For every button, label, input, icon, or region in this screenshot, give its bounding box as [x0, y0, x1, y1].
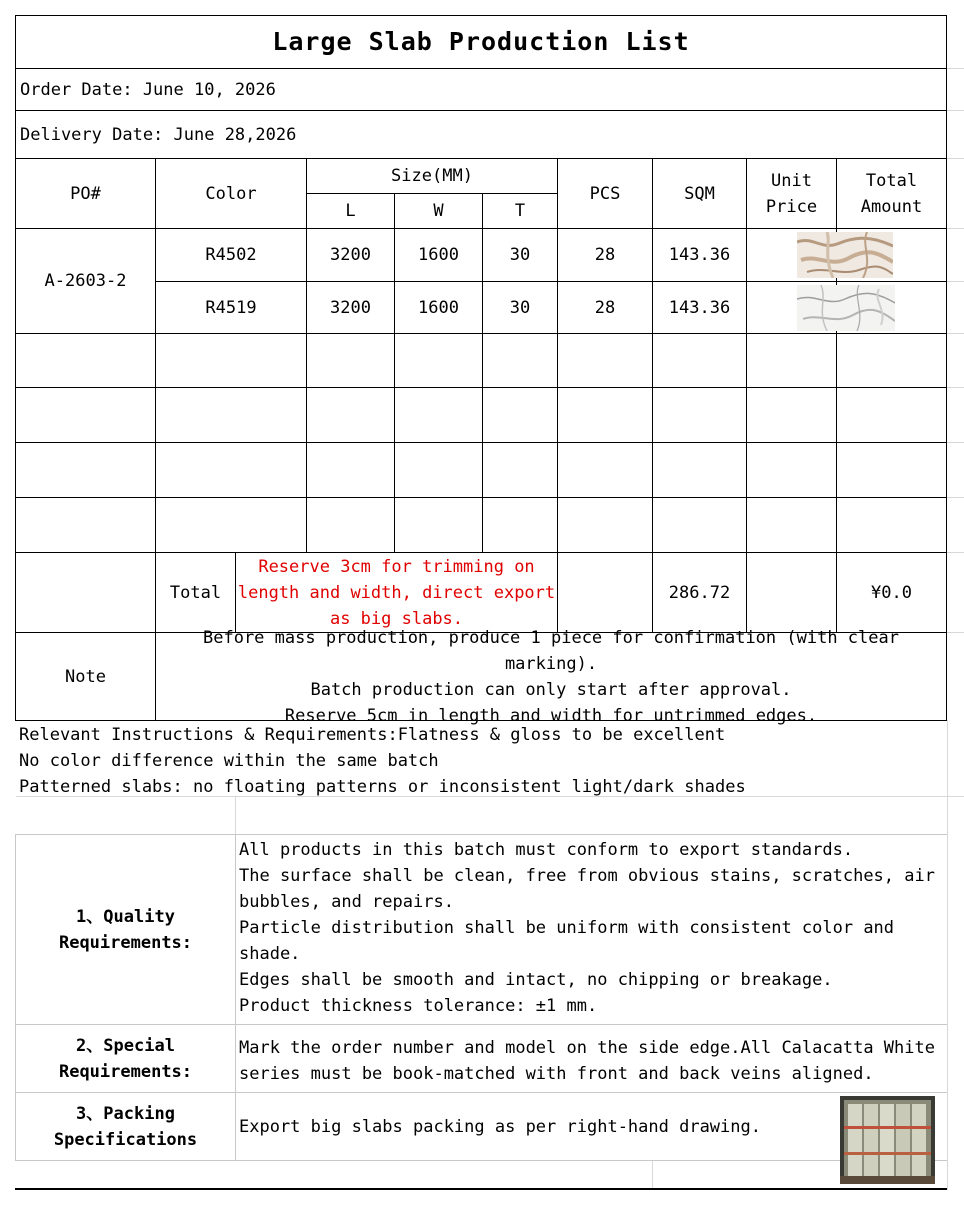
requirement-line: Product thickness tolerance: ±1 mm.: [239, 996, 598, 1016]
gridline: [947, 442, 964, 443]
packing-specifications-label: [16, 1093, 235, 1160]
gridline: [947, 632, 964, 633]
instruction-line: No color difference within the same batch: [19, 751, 439, 771]
delivery-date: Delivery Date: June 28,2026: [20, 124, 297, 145]
total-remark: [236, 553, 557, 632]
header-sqm: SQM: [684, 183, 715, 204]
gridline: [947, 387, 964, 388]
instruction-line: Patterned slabs: no floating patterns or inconsistent light/dark shades: [19, 777, 746, 797]
note-text: [156, 627, 946, 726]
row-sqm: 143.36: [668, 245, 731, 265]
gridline: [947, 497, 964, 498]
po-number: A-2603-2: [44, 271, 127, 291]
requirement-line: bubbles, and repairs.: [239, 892, 454, 912]
table-border: [946, 15, 947, 721]
row-width: 1600: [418, 245, 459, 265]
gridline: [947, 552, 964, 553]
requirement-line: Edges shall be smooth and intact, no chipping or breakage.: [239, 970, 833, 990]
header-pcs: PCS: [589, 183, 621, 204]
packing-photo-image: [840, 1096, 935, 1184]
row-length: 3200: [330, 297, 371, 318]
bottom-border: [15, 1188, 947, 1190]
row-length: 3200: [330, 245, 371, 265]
requirement-line: All products in this batch must conform to export standards.: [239, 840, 854, 860]
gridline: [947, 68, 964, 69]
row-width: 1600: [418, 297, 459, 318]
col-divider: [746, 158, 747, 633]
marble-swatch-image: [797, 232, 893, 278]
total-remark-line: as big slabs.: [329, 608, 464, 629]
header-thickness: T: [514, 201, 526, 221]
label-line: Requirements:: [58, 932, 193, 953]
header-unit-price: [747, 159, 836, 228]
header-size: Size(MM): [391, 166, 473, 186]
row-color: R4502: [205, 245, 257, 265]
row-thickness: 30: [509, 297, 531, 318]
order-date: Order Date: June 10, 2026: [20, 79, 276, 100]
instructions: [19, 722, 949, 800]
gridline: [947, 333, 964, 334]
header-po: PO#: [70, 183, 101, 204]
requirement-line: series must be book-matched with front and back veins aligned.: [239, 1064, 874, 1084]
label-line: 3、Packing: [76, 1103, 175, 1124]
header-total-amount-line: Total: [865, 170, 918, 191]
gridline: [947, 228, 964, 229]
label-line: 1、Quality: [76, 906, 175, 927]
row-thickness: 30: [509, 245, 531, 265]
requirement-line: shade.: [239, 944, 301, 964]
header-length: L: [345, 201, 356, 221]
total-sqm: 286.72: [668, 582, 731, 603]
label-line: 2、Special: [76, 1035, 175, 1056]
special-requirements-text: [239, 1035, 944, 1087]
requirement-line: Mark the order number and model on the side edge.All Calacatta White: [239, 1038, 935, 1058]
requirement-line: Particle distribution shall be uniform with consistent color and: [239, 918, 895, 938]
packing-specifications-text: Export big slabs packing as per right-hand drawing.: [239, 1116, 761, 1137]
header-unit-price-line: Price: [765, 196, 818, 217]
gridline: [947, 158, 964, 159]
total-label: Total: [169, 582, 222, 603]
header-color: Color: [205, 183, 257, 204]
requirement-line: The surface shall be clean, free from obvious stains, scratches, air: [239, 866, 935, 886]
quality-requirements-text: [239, 837, 944, 1019]
total-remark-line: length and width, direct export: [237, 582, 556, 603]
row-color: R4519: [205, 297, 257, 318]
instruction-line: Relevant Instructions & Requirements:Flatness & gloss to be excellent: [19, 725, 726, 745]
gridline: [652, 1160, 653, 1188]
label-line: Requirements:: [58, 1061, 193, 1082]
total-remark-line: Reserve 3cm for trimming on: [258, 556, 535, 577]
gridline: [235, 796, 236, 834]
header-total-amount-line: Amount: [860, 196, 923, 217]
table-border: [15, 1160, 947, 1161]
header-total-amount: [837, 159, 946, 228]
header-width: W: [433, 201, 444, 221]
page-title: Large Slab Production List: [272, 27, 690, 56]
row-pcs: 28: [594, 297, 616, 318]
row-pcs: 28: [594, 245, 616, 265]
special-requirements-label: [16, 1025, 235, 1092]
note-line: Before mass production, produce 1 piece for confirmation (with clear marking).: [203, 627, 899, 674]
total-amount: ¥0.0: [871, 582, 912, 603]
note-line: Reserve 5cm in length and width for untrimmed edges.: [284, 705, 818, 726]
gridline: [947, 281, 964, 282]
quality-requirements-label: [16, 835, 235, 1024]
note-line: Batch production can only start after approval.: [310, 679, 792, 700]
marble-swatch-image: [797, 285, 895, 331]
row-sqm: 143.36: [668, 297, 731, 318]
note-label: Note: [65, 666, 106, 687]
gridline: [947, 110, 964, 111]
header-unit-price-line: Unit: [771, 170, 812, 191]
label-line: Specifications: [53, 1129, 198, 1150]
